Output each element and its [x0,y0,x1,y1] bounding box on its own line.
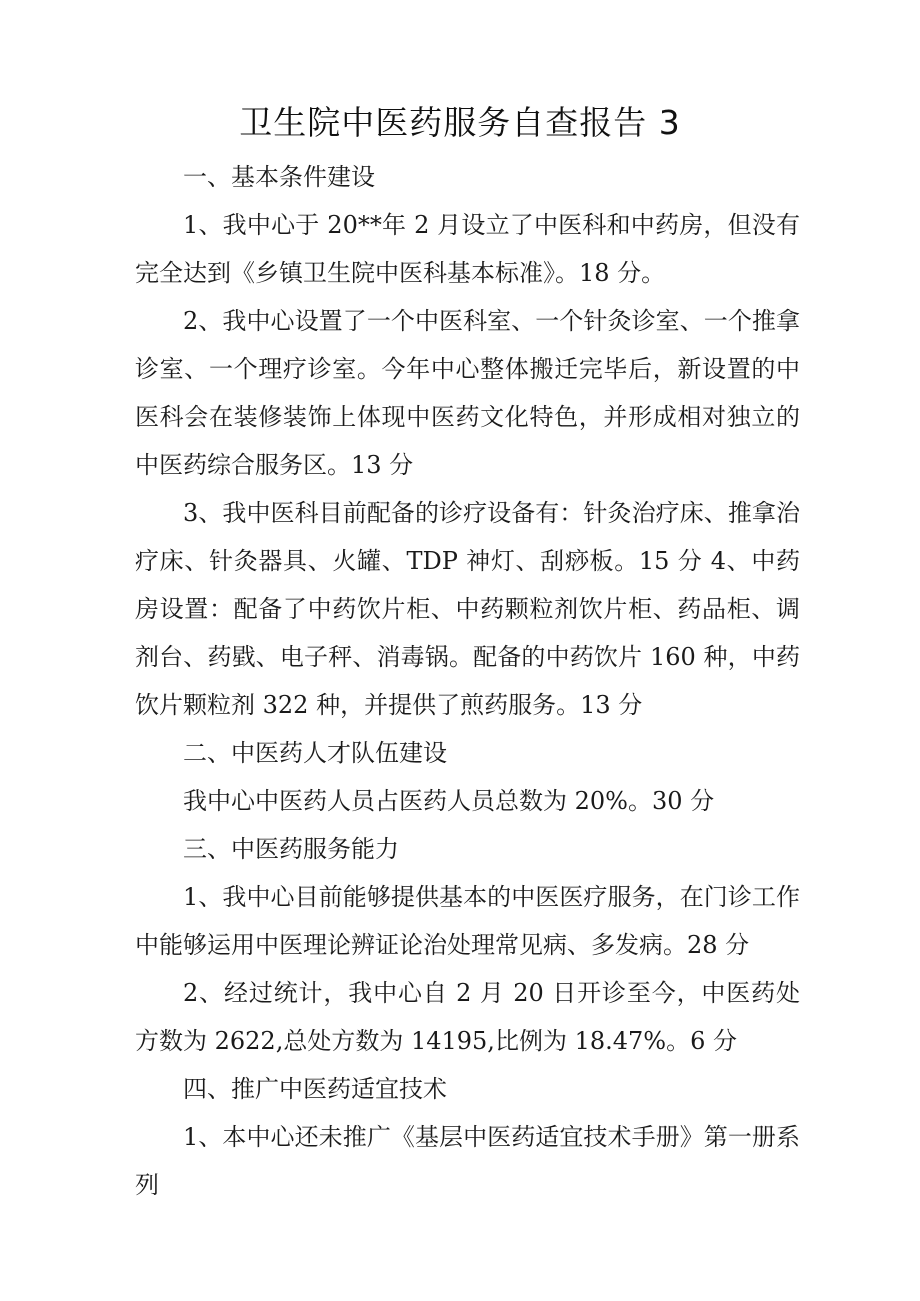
paragraph: 1、我中心目前能够提供基本的中医医疗服务，在门诊工作中能够运用中医理论辨证论治处理常见病、多发病。28 分 [135,883,800,959]
paragraph: 2、我中心设置了一个中医科室、一个针灸诊室、一个推拿诊室、一个理疗诊室。今年中心整体搬迁完毕后，新设置的中医科会在装修装饰上体现中医药文化特色，并形成相对独立的中医药综合服务区。13 分 [135,307,800,479]
paragraph: 我中心中医药人员占医药人员总数为 20%。30 分 [183,787,715,815]
section-heading-basic-conditions: 一、基本条件建设 [183,163,375,191]
section-heading-talent-team: 二、中医药人才队伍建设 [183,739,447,767]
paragraph: 3、我中医科目前配备的诊疗设备有：针灸治疗床、推拿治疗床、针灸器具、火罐、TDP 神灯、刮痧板。15 分 4、中药房设置：配备了中药饮片柜、中药颗粒剂饮片柜、药品柜、调剂台、药戥、电子秤、消毒锅。配备的中药饮片 160 种，中药饮片颗粒剂 322 种，并提供了煎药服务。13 分 [135,499,800,719]
section-heading-service-capability: 三、中医药服务能力 [183,835,399,863]
section-heading-appropriate-technology: 四、推广中医药适宜技术 [183,1075,447,1103]
paragraph: 1、我中心于 20**年 2 月设立了中医科和中药房，但没有完全达到《乡镇卫生院中医科基本标准》。18 分。 [135,211,800,287]
paragraph: 2、经过统计，我中心自 2 月 20 日开诊至今，中医药处方数为 2622,总处方数为 14195,比例为 18.47%。6 分 [135,979,800,1055]
paragraph: 1、本中心还未推广《基层中医药适宜技术手册》第一册系列 [135,1123,800,1199]
document-body [135,153,800,1209]
document-title: 卫生院中医药服务自查报告 3 [239,103,681,142]
